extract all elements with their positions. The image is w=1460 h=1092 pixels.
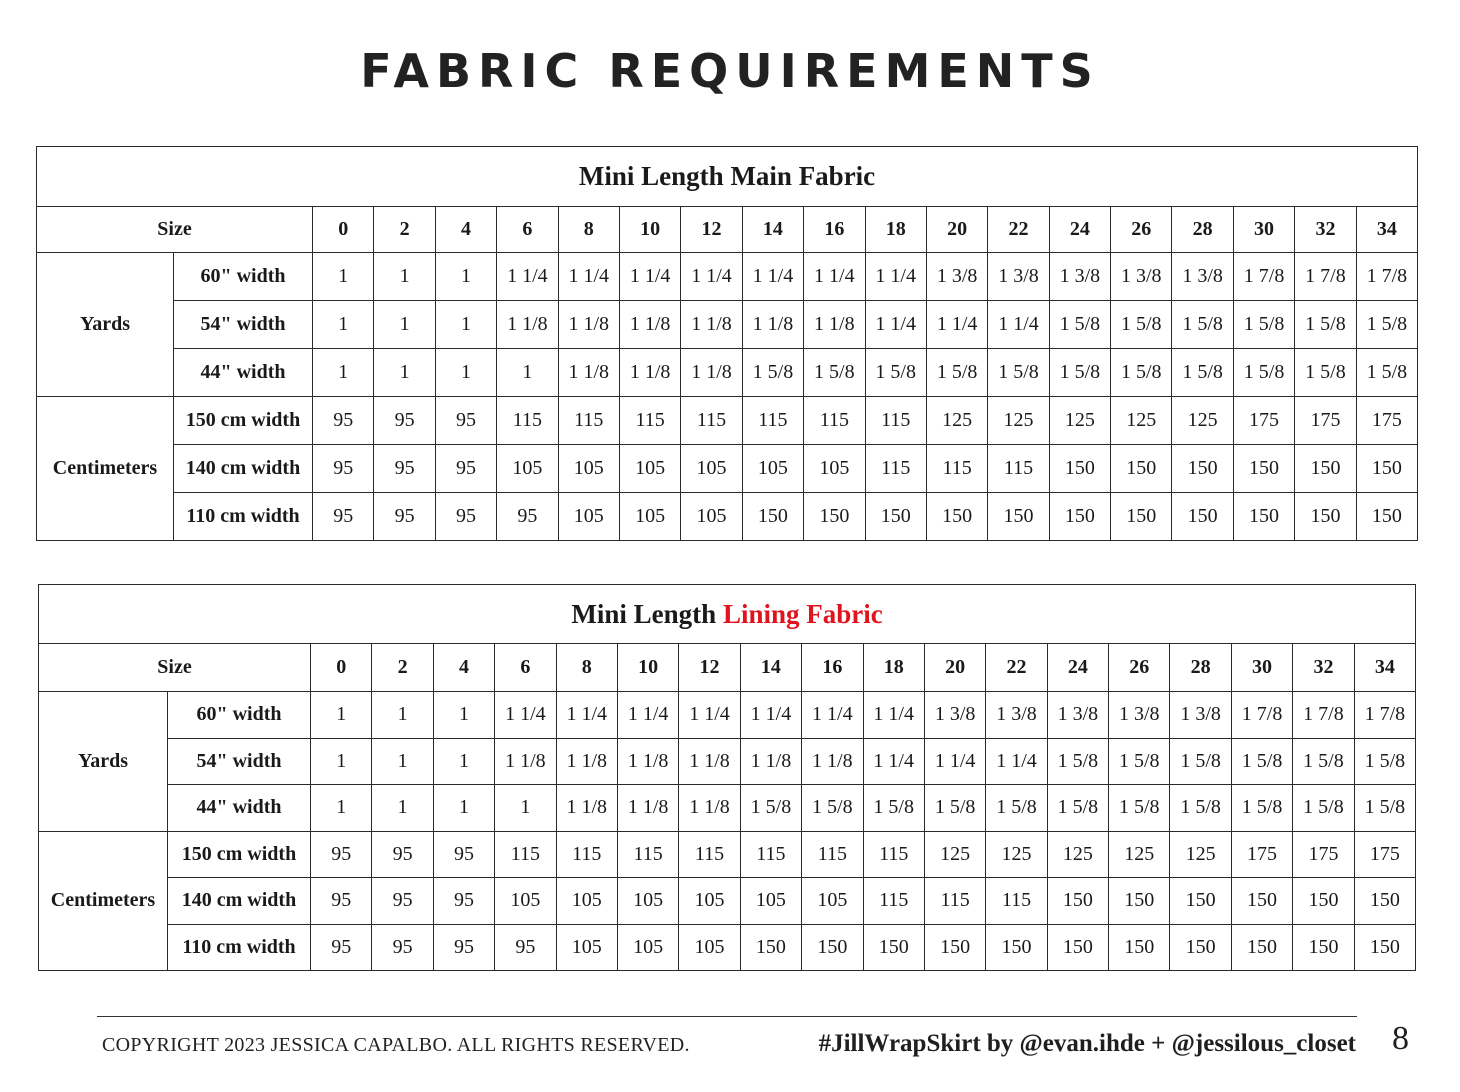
value-cell: 115	[926, 445, 987, 493]
value-cell: 1 1/4	[804, 253, 865, 301]
page-title: FABRIC REQUIREMENTS	[360, 44, 1100, 98]
value-cell: 1 1/8	[740, 738, 801, 785]
value-cell: 150	[1295, 493, 1356, 541]
value-cell: 1 5/8	[1049, 349, 1110, 397]
value-cell: 150	[1172, 445, 1233, 493]
value-cell: 95	[313, 493, 374, 541]
fabric-width-label: 44" width	[168, 785, 311, 832]
value-cell: 1 1/8	[617, 738, 678, 785]
value-cell: 1 5/8	[1293, 785, 1354, 832]
fabric-width-label: 54" width	[168, 738, 311, 785]
size-header-cell: 12	[679, 644, 740, 692]
value-cell: 1 1/4	[556, 692, 617, 739]
value-cell: 1 1/8	[558, 301, 619, 349]
value-cell: 105	[556, 878, 617, 925]
value-cell: 150	[924, 924, 985, 971]
value-cell: 175	[1293, 831, 1354, 878]
value-cell: 1 1/4	[679, 692, 740, 739]
value-cell: 150	[1295, 445, 1356, 493]
value-cell: 1 1/4	[924, 738, 985, 785]
value-cell: 125	[1109, 831, 1170, 878]
size-header-cell: 2	[372, 644, 433, 692]
size-header-cell: 14	[740, 644, 801, 692]
value-cell: 1 3/8	[1047, 692, 1108, 739]
value-cell: 95	[372, 831, 433, 878]
value-cell: 150	[1233, 445, 1294, 493]
size-header-cell: 6	[497, 207, 558, 253]
value-cell: 175	[1233, 397, 1294, 445]
size-header-cell: 10	[617, 644, 678, 692]
value-cell: 115	[681, 397, 742, 445]
value-cell: 1 5/8	[740, 785, 801, 832]
value-cell: 1 1/4	[617, 692, 678, 739]
value-cell: 1 5/8	[1231, 785, 1292, 832]
value-cell: 1 1/4	[986, 738, 1047, 785]
value-cell: 1 5/8	[1111, 349, 1172, 397]
value-cell: 1 1/8	[619, 349, 680, 397]
value-cell: 1 1/8	[679, 785, 740, 832]
table-title-row	[37, 147, 1418, 207]
size-header-label: Size	[39, 644, 311, 692]
fabric-width-label: 54" width	[174, 301, 313, 349]
value-cell: 95	[497, 493, 558, 541]
value-cell: 1	[497, 349, 558, 397]
value-cell: 105	[558, 445, 619, 493]
size-header-cell: 16	[802, 644, 863, 692]
value-cell: 150	[1354, 924, 1416, 971]
table-title-accent: Lining Fabric	[722, 598, 883, 629]
value-cell: 1	[374, 349, 435, 397]
value-cell: 1 5/8	[924, 785, 985, 832]
value-cell: 1 7/8	[1295, 253, 1356, 301]
value-cell: 1 1/8	[556, 785, 617, 832]
size-header-cell: 4	[433, 644, 494, 692]
value-cell: 115	[865, 445, 926, 493]
value-cell: 115	[740, 831, 801, 878]
value-cell: 1 1/4	[865, 253, 926, 301]
value-cell: 150	[1354, 878, 1416, 925]
size-header-cell: 26	[1109, 644, 1170, 692]
size-header-cell: 20	[924, 644, 985, 692]
size-header-label: Size	[37, 207, 313, 253]
value-cell: 1 3/8	[1049, 253, 1110, 301]
value-cell: 105	[679, 924, 740, 971]
value-cell: 105	[742, 445, 803, 493]
size-header-cell: 22	[986, 644, 1047, 692]
value-cell: 150	[1049, 493, 1110, 541]
size-header-cell: 26	[1111, 207, 1172, 253]
value-cell: 1 1/4	[742, 253, 803, 301]
size-header-cell: 4	[435, 207, 496, 253]
value-cell: 1 5/8	[802, 785, 863, 832]
value-cell: 1 3/8	[986, 692, 1047, 739]
size-header-cell: 22	[988, 207, 1049, 253]
size-header-cell: 12	[681, 207, 742, 253]
value-cell: 105	[802, 878, 863, 925]
value-cell: 1	[372, 692, 433, 739]
value-cell: 125	[988, 397, 1049, 445]
size-header-cell: 30	[1233, 207, 1294, 253]
value-cell: 1 1/8	[802, 738, 863, 785]
value-cell: 150	[926, 493, 987, 541]
value-cell: 1 5/8	[1170, 785, 1231, 832]
value-cell: 1	[372, 738, 433, 785]
value-cell: 150	[1049, 445, 1110, 493]
size-header-cell: 8	[556, 644, 617, 692]
value-cell: 1 5/8	[1233, 301, 1294, 349]
table-row	[39, 924, 1416, 971]
value-cell: 150	[1233, 493, 1294, 541]
value-cell: 150	[742, 493, 803, 541]
table-row	[37, 445, 1418, 493]
value-cell: 1 3/8	[1111, 253, 1172, 301]
fabric-width-label: 150 cm width	[174, 397, 313, 445]
value-cell: 1 1/4	[497, 253, 558, 301]
value-cell: 150	[986, 924, 1047, 971]
value-cell: 1 1/8	[558, 349, 619, 397]
lining-fabric-table	[38, 584, 1416, 971]
size-header-cell: 32	[1293, 644, 1354, 692]
value-cell: 150	[1170, 924, 1231, 971]
value-cell: 1 3/8	[988, 253, 1049, 301]
value-cell: 1 5/8	[1049, 301, 1110, 349]
value-cell: 1 3/8	[1172, 253, 1233, 301]
value-cell: 95	[313, 445, 374, 493]
value-cell: 1 5/8	[1295, 349, 1356, 397]
table-title-row	[39, 585, 1416, 644]
value-cell: 1 5/8	[1354, 738, 1416, 785]
value-cell: 95	[374, 445, 435, 493]
fabric-width-label: 44" width	[174, 349, 313, 397]
value-cell: 1	[374, 253, 435, 301]
value-cell: 1 7/8	[1356, 253, 1417, 301]
fabric-width-label: 110 cm width	[174, 493, 313, 541]
value-cell: 1 5/8	[1293, 738, 1354, 785]
value-cell: 1	[433, 692, 494, 739]
value-cell: 1 1/4	[926, 301, 987, 349]
size-header-cell: 8	[558, 207, 619, 253]
value-cell: 150	[1111, 445, 1172, 493]
value-cell: 150	[1109, 878, 1170, 925]
value-cell: 1 1/8	[497, 301, 558, 349]
value-cell: 150	[740, 924, 801, 971]
table-title	[39, 585, 1416, 644]
table-row	[37, 301, 1418, 349]
value-cell: 1 1/4	[988, 301, 1049, 349]
value-cell: 95	[433, 878, 494, 925]
value-cell: 95	[495, 924, 556, 971]
value-cell: 105	[617, 878, 678, 925]
value-cell: 1 7/8	[1354, 692, 1416, 739]
value-cell: 1 5/8	[988, 349, 1049, 397]
size-header-cell: 34	[1354, 644, 1416, 692]
unit-group-label: Centimeters	[39, 831, 168, 971]
value-cell: 105	[556, 924, 617, 971]
table-row	[37, 349, 1418, 397]
value-cell: 115	[924, 878, 985, 925]
table-row	[39, 831, 1416, 878]
value-cell: 1 5/8	[1109, 738, 1170, 785]
table-row	[37, 493, 1418, 541]
fabric-width-label: 60" width	[168, 692, 311, 739]
size-header-cell: 24	[1049, 207, 1110, 253]
size-header-cell: 18	[863, 644, 924, 692]
unit-group-label: Yards	[37, 253, 174, 397]
value-cell: 1 1/4	[863, 692, 924, 739]
size-header-cell: 6	[495, 644, 556, 692]
size-header-cell: 24	[1047, 644, 1108, 692]
value-cell: 1 5/8	[986, 785, 1047, 832]
value-cell: 125	[1172, 397, 1233, 445]
value-cell: 175	[1356, 397, 1417, 445]
value-cell: 1 1/4	[865, 301, 926, 349]
value-cell: 115	[986, 878, 1047, 925]
value-cell: 115	[742, 397, 803, 445]
value-cell: 1 1/8	[617, 785, 678, 832]
value-cell: 1 5/8	[1172, 349, 1233, 397]
table-row	[39, 738, 1416, 785]
value-cell: 1 1/8	[804, 301, 865, 349]
value-cell: 1 5/8	[804, 349, 865, 397]
value-cell: 125	[1049, 397, 1110, 445]
value-cell: 150	[1047, 924, 1108, 971]
value-cell: 105	[617, 924, 678, 971]
value-cell: 1	[435, 301, 496, 349]
value-cell: 150	[1170, 878, 1231, 925]
value-cell: 1	[372, 785, 433, 832]
value-cell: 150	[1047, 878, 1108, 925]
fabric-width-label: 110 cm width	[168, 924, 311, 971]
value-cell: 115	[865, 397, 926, 445]
value-cell: 1	[313, 253, 374, 301]
value-cell: 1 7/8	[1293, 692, 1354, 739]
value-cell: 1 1/8	[681, 301, 742, 349]
value-cell: 150	[1109, 924, 1170, 971]
value-cell: 1 5/8	[1354, 785, 1416, 832]
page-number: 8	[1392, 1020, 1409, 1057]
fabric-width-label: 140 cm width	[174, 445, 313, 493]
value-cell: 1 1/8	[679, 738, 740, 785]
value-cell: 1	[435, 349, 496, 397]
fabric-width-label: 60" width	[174, 253, 313, 301]
value-cell: 1	[374, 301, 435, 349]
value-cell: 150	[1231, 878, 1292, 925]
value-cell: 1 5/8	[1233, 349, 1294, 397]
value-cell: 115	[619, 397, 680, 445]
value-cell: 175	[1231, 831, 1292, 878]
table-row	[39, 785, 1416, 832]
value-cell: 150	[1356, 445, 1417, 493]
unit-group-label: Centimeters	[37, 397, 174, 541]
size-header-cell: 16	[804, 207, 865, 253]
value-cell: 1 5/8	[1356, 349, 1417, 397]
value-cell: 175	[1354, 831, 1416, 878]
table-title-text: Mini Length	[571, 598, 723, 629]
value-cell: 115	[679, 831, 740, 878]
value-cell: 150	[1293, 924, 1354, 971]
size-header-cell: 0	[313, 207, 374, 253]
value-cell: 105	[619, 445, 680, 493]
value-cell: 1 1/8	[495, 738, 556, 785]
size-header-cell: 18	[865, 207, 926, 253]
table-row	[37, 397, 1418, 445]
size-header-cell: 20	[926, 207, 987, 253]
value-cell: 1	[311, 785, 372, 832]
value-cell: 115	[802, 831, 863, 878]
value-cell: 1 1/8	[619, 301, 680, 349]
value-cell: 95	[311, 831, 372, 878]
value-cell: 1 1/8	[742, 301, 803, 349]
value-cell: 150	[1293, 878, 1354, 925]
value-cell: 1 1/4	[802, 692, 863, 739]
value-cell: 125	[986, 831, 1047, 878]
size-header-cell: 30	[1231, 644, 1292, 692]
value-cell: 150	[988, 493, 1049, 541]
value-cell: 1 3/8	[924, 692, 985, 739]
value-cell: 95	[313, 397, 374, 445]
value-cell: 1	[313, 349, 374, 397]
value-cell: 125	[926, 397, 987, 445]
value-cell: 1 5/8	[1047, 738, 1108, 785]
value-cell: 150	[804, 493, 865, 541]
value-cell: 1 3/8	[1170, 692, 1231, 739]
value-cell: 1 7/8	[1231, 692, 1292, 739]
value-cell: 1	[495, 785, 556, 832]
value-cell: 175	[1295, 397, 1356, 445]
table-title	[37, 147, 1418, 207]
copyright-text: COPYRIGHT 2023 JESSICA CAPALBO. ALL RIGHTS RESERVED.	[102, 1034, 690, 1056]
footer-divider	[97, 1016, 1357, 1017]
fabric-width-label: 140 cm width	[168, 878, 311, 925]
size-header-cell: 32	[1295, 207, 1356, 253]
size-header-cell: 34	[1356, 207, 1417, 253]
value-cell: 1 1/4	[681, 253, 742, 301]
size-header-row	[37, 207, 1418, 253]
value-cell: 95	[435, 397, 496, 445]
value-cell: 1 3/8	[1109, 692, 1170, 739]
value-cell: 150	[1356, 493, 1417, 541]
value-cell: 115	[495, 831, 556, 878]
value-cell: 150	[802, 924, 863, 971]
value-cell: 95	[374, 397, 435, 445]
value-cell: 115	[804, 397, 865, 445]
value-cell: 115	[988, 445, 1049, 493]
value-cell: 95	[372, 924, 433, 971]
value-cell: 105	[681, 493, 742, 541]
credit-text: #JillWrapSkirt by @evan.ihde + @jessilous_closet	[818, 1030, 1356, 1057]
value-cell: 105	[681, 445, 742, 493]
value-cell: 105	[740, 878, 801, 925]
value-cell: 115	[558, 397, 619, 445]
unit-group-label: Yards	[39, 692, 168, 832]
size-header-cell: 28	[1172, 207, 1233, 253]
value-cell: 1 5/8	[1111, 301, 1172, 349]
value-cell: 95	[433, 924, 494, 971]
value-cell: 1 3/8	[926, 253, 987, 301]
value-cell: 1 1/4	[619, 253, 680, 301]
table-row	[39, 878, 1416, 925]
value-cell: 1	[311, 738, 372, 785]
value-cell: 150	[865, 493, 926, 541]
size-header-cell: 28	[1170, 644, 1231, 692]
value-cell: 125	[924, 831, 985, 878]
table-row	[37, 253, 1418, 301]
table-title-text: Mini Length Main Fabric	[578, 161, 876, 191]
value-cell: 1	[435, 253, 496, 301]
value-cell: 150	[1231, 924, 1292, 971]
value-cell: 105	[495, 878, 556, 925]
value-cell: 1 5/8	[1047, 785, 1108, 832]
value-cell: 95	[433, 831, 494, 878]
value-cell: 150	[863, 924, 924, 971]
value-cell: 1 1/4	[863, 738, 924, 785]
fabric-width-label: 150 cm width	[168, 831, 311, 878]
value-cell: 1 5/8	[1109, 785, 1170, 832]
value-cell: 1 5/8	[1170, 738, 1231, 785]
value-cell: 1 5/8	[926, 349, 987, 397]
size-header-cell: 14	[742, 207, 803, 253]
value-cell: 1	[313, 301, 374, 349]
value-cell: 95	[374, 493, 435, 541]
value-cell: 125	[1111, 397, 1172, 445]
value-cell: 115	[497, 397, 558, 445]
value-cell: 95	[311, 878, 372, 925]
size-header-row	[39, 644, 1416, 692]
value-cell: 1 5/8	[1356, 301, 1417, 349]
value-cell: 1 7/8	[1233, 253, 1294, 301]
value-cell: 150	[1172, 493, 1233, 541]
value-cell: 1 5/8	[742, 349, 803, 397]
value-cell: 125	[1047, 831, 1108, 878]
value-cell: 115	[863, 878, 924, 925]
value-cell: 95	[435, 445, 496, 493]
value-cell: 105	[558, 493, 619, 541]
value-cell: 95	[435, 493, 496, 541]
value-cell: 150	[1111, 493, 1172, 541]
size-header-cell: 0	[311, 644, 372, 692]
value-cell: 1 1/8	[556, 738, 617, 785]
value-cell: 125	[1170, 831, 1231, 878]
value-cell: 1	[433, 738, 494, 785]
value-cell: 115	[556, 831, 617, 878]
value-cell: 105	[497, 445, 558, 493]
value-cell: 95	[311, 924, 372, 971]
value-cell: 105	[679, 878, 740, 925]
value-cell: 95	[372, 878, 433, 925]
value-cell: 1	[433, 785, 494, 832]
value-cell: 115	[617, 831, 678, 878]
value-cell: 1 5/8	[863, 785, 924, 832]
value-cell: 105	[619, 493, 680, 541]
value-cell: 1 1/4	[495, 692, 556, 739]
value-cell: 1 1/8	[681, 349, 742, 397]
value-cell: 1 5/8	[865, 349, 926, 397]
value-cell: 1 1/4	[558, 253, 619, 301]
size-header-cell: 2	[374, 207, 435, 253]
value-cell: 1 5/8	[1172, 301, 1233, 349]
value-cell: 1 1/4	[740, 692, 801, 739]
value-cell: 105	[804, 445, 865, 493]
value-cell: 1	[311, 692, 372, 739]
value-cell: 115	[863, 831, 924, 878]
size-header-cell: 10	[619, 207, 680, 253]
value-cell: 1 5/8	[1295, 301, 1356, 349]
value-cell: 1 5/8	[1231, 738, 1292, 785]
table-row	[39, 692, 1416, 739]
main-fabric-table	[36, 146, 1418, 541]
